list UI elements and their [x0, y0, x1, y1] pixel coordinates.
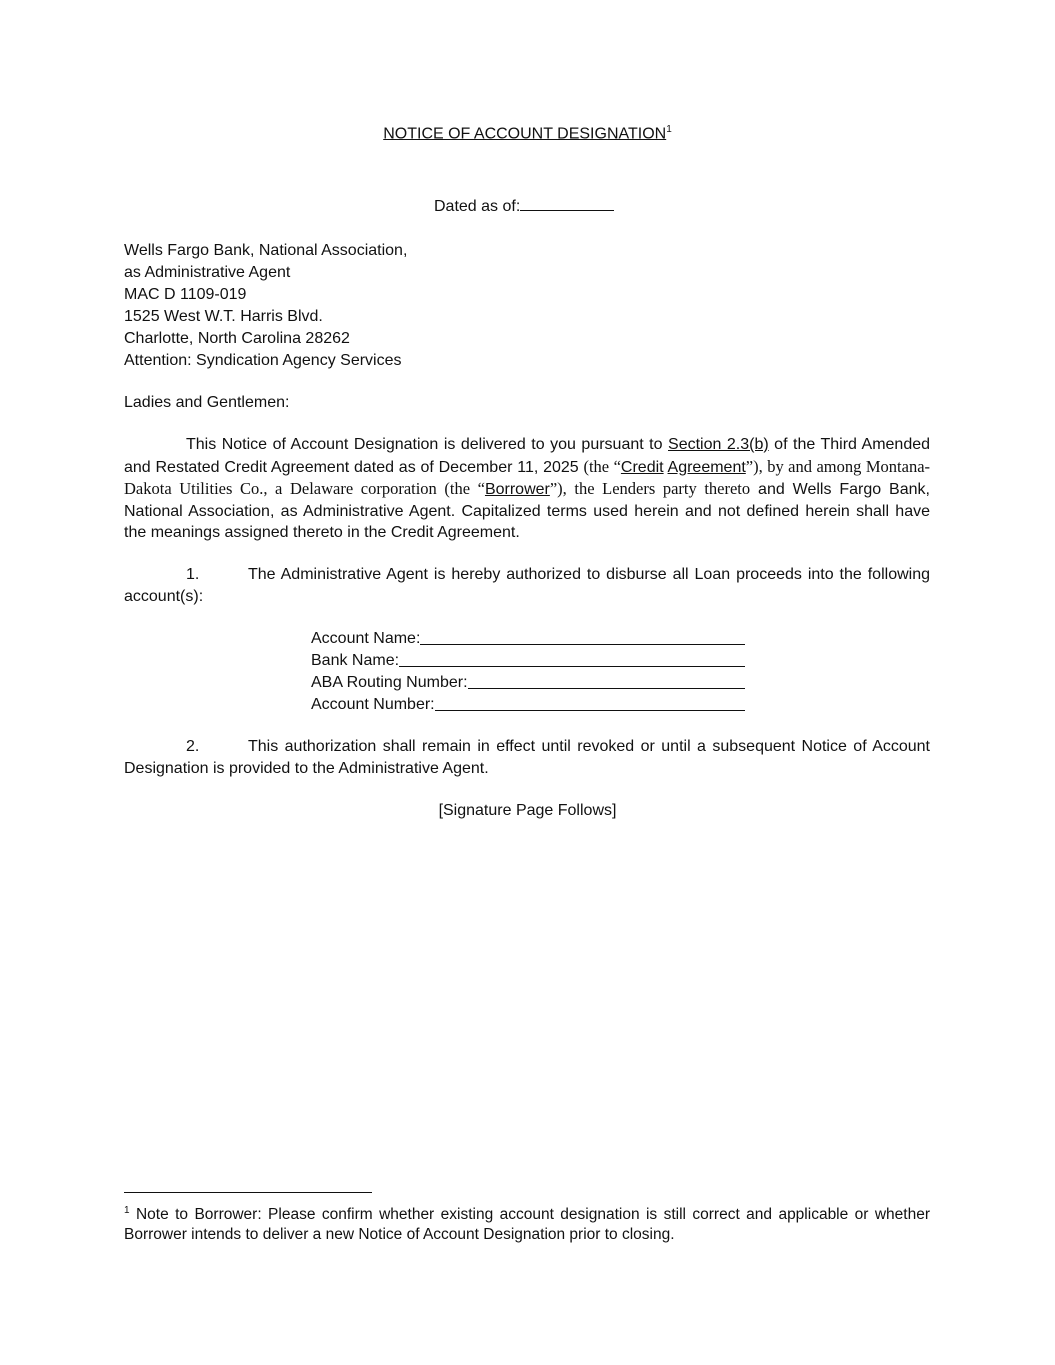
- account-number-field: Account Number:: [311, 694, 745, 716]
- intro-paragraph: This Notice of Account Designation is delivered to you pursuant to Section 2.3(b) of the Third Amended and Restated Credit Agreement dated as of December 11, 2025 (the “Credit Agreement”), by and among Montana-Dakota Utilities Co., a Delaware corporation (the “Borrower”), the Lenders party thereto and Wells Fargo Bank, National Association, as Administrative Agent. Capitalized terms used herein and not defined herein shall have the meanings assigned thereto in the Credit Agreement.: [124, 436, 931, 542]
- dated-line: Dated as of:: [434, 198, 614, 216]
- account-fields: [311, 628, 745, 716]
- section-reference: Section 2.3(b): [668, 436, 769, 453]
- address-block: Wells Fargo Bank, National Association, as Administrative Agent MAC D 1109-019 1525 West W.T. Harris Blvd. Charlotte, North Carolina 28262 Attention: Syndication Agency Services: [124, 242, 408, 369]
- item-2: 2. This authorization shall remain in effect until revoked or until a subsequent Notice of Account Designation is provided to the Administrative Agent.: [124, 738, 930, 777]
- account-name-field: Account Name:: [311, 628, 745, 650]
- date-blank: [520, 210, 614, 211]
- signature-note: [Signature Page Follows]: [438, 802, 617, 819]
- salutation: Ladies and Gentlemen:: [124, 394, 290, 411]
- footnote-divider: [124, 1192, 372, 1193]
- footnote-ref: 1: [666, 124, 672, 135]
- item-1: 1. The Administrative Agent is hereby authorized to disburse all Loan proceeds into the following account(s):: [124, 566, 930, 605]
- aba-routing-field: ABA Routing Number:: [311, 672, 745, 694]
- document-title: NOTICE OF ACCOUNT DESIGNATION$^1$: [383, 124, 672, 143]
- bank-name-field: Bank Name:: [311, 650, 745, 672]
- footnote: $^1$ Note to Borrower: Please confirm whether existing account designation is still correct and applicable or whether Borrower intends to deliver a new Notice of Account Designation prior to closing.: [124, 1205, 930, 1244]
